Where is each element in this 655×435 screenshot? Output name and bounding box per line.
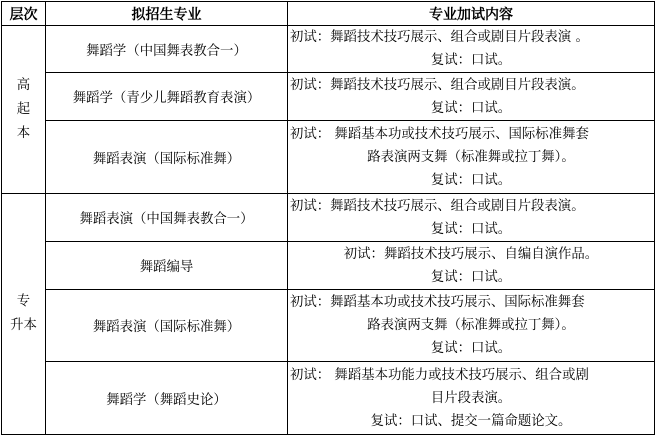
content-cell bbox=[288, 26, 655, 73]
content-line: 初试： 舞蹈基本功或技术技巧展示、国际标准舞套 bbox=[290, 126, 589, 142]
content-line: 复试：口试。 bbox=[430, 341, 512, 356]
level-char: 升本 bbox=[10, 318, 37, 333]
header-row bbox=[2, 2, 655, 26]
major-cell: 舞蹈学（青少儿舞蹈教育表演） bbox=[46, 73, 288, 121]
level-cell-zhuanshengben bbox=[2, 194, 46, 435]
content-cell bbox=[288, 194, 655, 242]
table-row bbox=[2, 242, 655, 290]
header-content: 专业加试内容 bbox=[288, 2, 655, 26]
table-row bbox=[2, 290, 655, 362]
content-line: 路表演两支舞（标准舞或拉丁舞）。 bbox=[367, 318, 575, 333]
content-line: 初试：舞蹈技术技巧展示、组合或剧目片段表演。 bbox=[290, 77, 585, 93]
content-cell bbox=[288, 242, 655, 290]
major-cell: 舞蹈学（中国舞表教合一） bbox=[46, 26, 288, 73]
content-cell bbox=[288, 290, 655, 362]
admission-table bbox=[1, 1, 655, 435]
major-cell: 舞蹈表演（国际标准舞） bbox=[46, 290, 288, 362]
content-line: 初试：舞蹈技术技巧展示、自编自演作品。 bbox=[343, 246, 599, 262]
level-cell-gaoqiben bbox=[2, 26, 46, 194]
content-line: 初试：舞蹈技术技巧展示、组合或剧目片段表演。 bbox=[290, 198, 585, 214]
major-cell: 舞蹈表演（中国舞表教合一） bbox=[46, 194, 288, 242]
major-cell: 舞蹈表演（国际标准舞） bbox=[46, 121, 288, 194]
level-char: 高 bbox=[16, 77, 31, 93]
content-cell bbox=[288, 121, 655, 194]
content-line: 复试：口试、提交一篇命题论文。 bbox=[370, 413, 572, 429]
table-row bbox=[2, 121, 655, 194]
content-line: 初试：舞蹈技术技巧展示、组合或剧目片段表演 。 bbox=[290, 30, 589, 45]
content-line: 复试：口试。 bbox=[430, 172, 512, 188]
content-line: 复试：口试。 bbox=[430, 100, 512, 116]
header-level: 层次 bbox=[2, 2, 46, 26]
content-cell bbox=[288, 73, 655, 121]
content-line: 复试：口试。 bbox=[430, 269, 512, 285]
table-row bbox=[2, 194, 655, 242]
table-row bbox=[2, 73, 655, 121]
major-cell: 舞蹈编导 bbox=[46, 242, 288, 290]
content-line: 复试：口试。 bbox=[430, 53, 512, 68]
content-cell bbox=[288, 362, 655, 435]
content-line: 目片段表演。 bbox=[430, 390, 512, 406]
level-char: 本 bbox=[16, 125, 31, 141]
content-line: 初试：舞蹈基本功或技术技巧展示、国际标准舞套 bbox=[290, 295, 585, 310]
major-cell: 舞蹈学（舞蹈史论） bbox=[46, 362, 288, 435]
header-major: 拟招生专业 bbox=[46, 2, 288, 26]
content-line: 路表演两支舞（标准舞或拉丁舞）。 bbox=[367, 149, 575, 165]
content-line: 复试：口试。 bbox=[430, 221, 512, 237]
level-char: 起 bbox=[16, 101, 31, 117]
table-row bbox=[2, 26, 655, 73]
level-char: 专 bbox=[16, 294, 31, 309]
content-line: 初试： 舞蹈基本功能力或技术技巧展示、组合或剧 bbox=[290, 367, 589, 383]
table-row bbox=[2, 362, 655, 435]
